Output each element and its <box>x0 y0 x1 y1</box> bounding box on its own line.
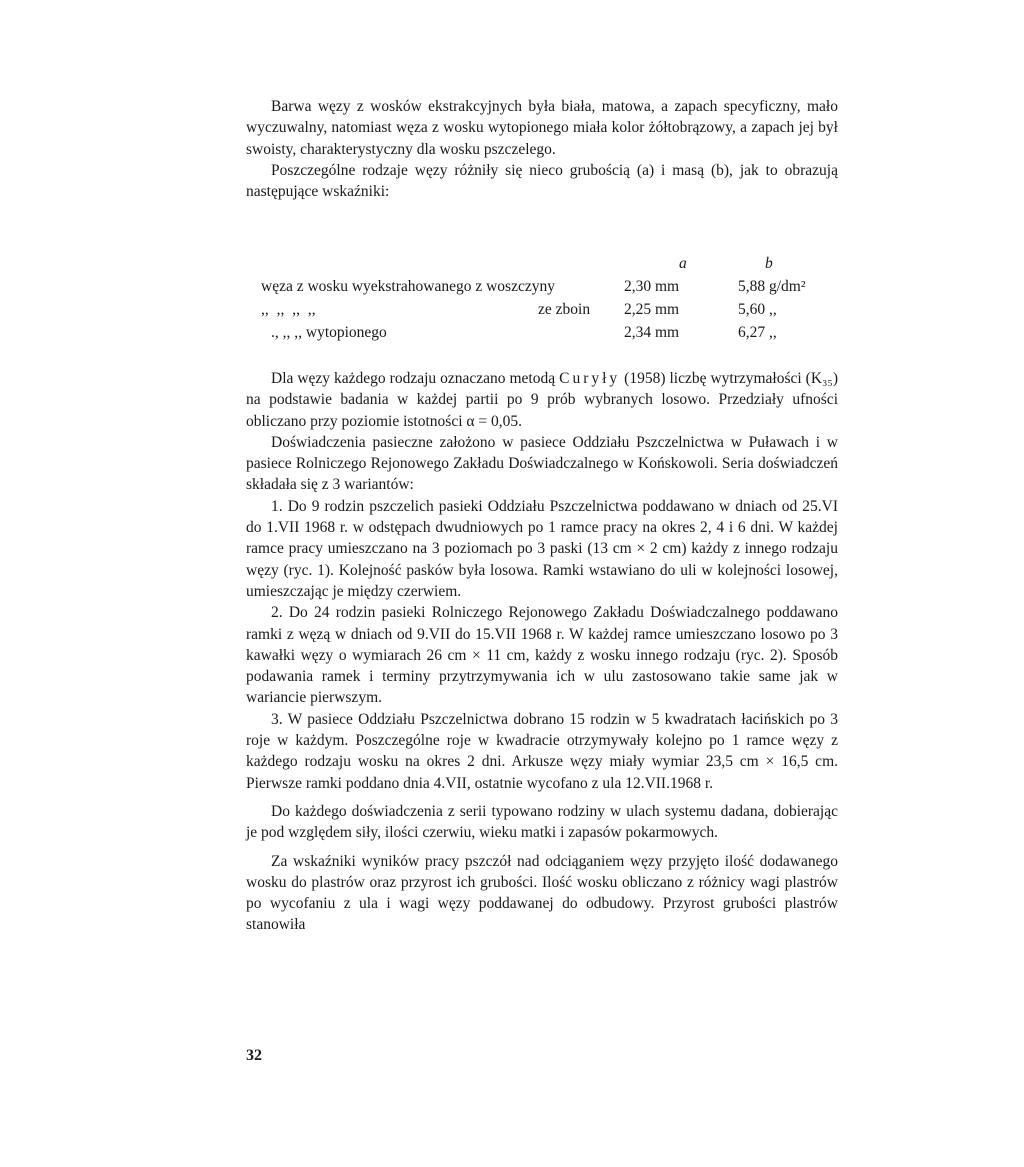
row-value-a: 2,25 mm <box>624 301 680 318</box>
table-row <box>246 276 846 299</box>
intro-block <box>246 96 838 202</box>
paragraph-colonies: Do każdego doświadczenia z serii typowano rodziny w ulach systemu dadana, dobierając je pod względem siły, ilości czerwiu, wieku matki i zapasów pokarmowych. <box>246 802 838 842</box>
paragraph-indicators: Za wskaźniki wyników pracy pszczół nad odciąganiem węzy przyjęto ilość dodawanego wosku do plastrów oraz przyrost ich grubości. Ilość wosku obliczano z różnicy wagi plastrów po wycofaniu z ula i wagi węzy poddawanej do odbudowy. Przyrost grubości plastrów stanowiła <box>246 852 838 934</box>
row-label-extra: ze zboin <box>538 301 591 318</box>
row-value-b: 5,60 ,, <box>738 301 777 318</box>
cited-author: Curyły <box>559 370 621 387</box>
row-value-b: 5,88 g/dm² <box>738 278 806 295</box>
paragraph-color: Barwa węzy z wosków ekstrakcyjnych była biała, matowa, a zapach specyficzny, mało wyczuwalny, natomiast węza z wosku wytopionego miała kolor żółtobrązowy, a zapach jej był swoisty, charakterystyczny dla wosku pszczelego. <box>246 98 838 158</box>
main-text-block <box>246 368 838 936</box>
row-value-a: 2,34 mm <box>624 324 680 341</box>
paragraph-strength <box>246 368 838 432</box>
header-a: a <box>679 255 687 272</box>
row-value-b: 6,27 ,, <box>738 324 777 341</box>
paragraph-variant-1: 1. Do 9 rodzin pszczelich pasieki Oddziału Pszczelnictwa poddawano w dniach od 25.VI do 1.VII 1968 r. w odstępach dwudniowych po 1 ramce pracy na okres 2, 4 i 6 dni. W każdej ramce pracy umieszczano na 3 poziomach po 3 paski (13 cm × 2 cm) każdy z innego rodzaju węzy (ryc. 1). Kolejność pasków była losowa. Ramki wstawiano do uli w kolejności losowej, umieszczając je między czerwiem. <box>246 497 838 600</box>
header-b: b <box>765 255 773 272</box>
table-row <box>246 322 846 345</box>
paragraph-strength-start: Dla węzy każdego rodzaju oznaczano metodą <box>271 370 556 387</box>
paragraph-thickness: Poszczególne rodzaje węzy różniły się nieco grubością (a) i masą (b), jak to obrazują następujące wskaźniki: <box>246 161 838 201</box>
indicator-table <box>246 253 846 345</box>
paragraph-strength-end: (1958) liczbę wytrzymałości (K₃₅) na podstawie badania w każdej partii po 9 prób wybranych losowo. Przedziały ufności obliczano przy poziomie istotności α = 0,05. <box>246 370 838 430</box>
page-number: 32 <box>246 1047 262 1064</box>
paragraph-variant-2: 2. Do 24 rodzin pasieki Rolniczego Rejonowego Zakładu Doświadczalnego poddawano ramki z węzą w dniach od 9.VII do 15.VII 1968 r. W każdej ramce umieszczano losowo po 3 kawałki węzy o wymiarach 26 cm × 11 cm, każdy z wosku innego rodzaju (ryc. 2). Sposób podawania ramek i terminy przytrzymywania ich w ulu zastosowano takie same jak w wariancie pierwszym. <box>246 604 838 707</box>
paragraph-variant-3: 3. W pasiece Oddziału Pszczelnictwa dobrano 15 rodzin w 5 kwadratach łacińskich po 3 roje w każdym. Poszczególne roje w kwadracie otrzymywały kolejno po 1 ramce węzy z każdego rodzaju wosku na okres 2 dni. Arkusze węzy miały wymiar 23,5 cm × 16,5 cm. Pierwsze ramki poddano dnia 4.VII, ostatnie wycofano z ula 12.VII.1968 r. <box>246 710 838 792</box>
row-label: ., ,, ,, wytopionego <box>271 324 387 341</box>
row-label: ,, ,, ,, ,, <box>261 301 316 318</box>
row-label: węza z wosku wyekstrahowanego z woszczyny <box>261 278 555 295</box>
paragraph-experiments: Doświadczenia pasieczne założono w pasiece Oddziału Pszczelnictwa w Puławach i w pasiece Rolniczego Rejonowego Zakładu Doświadczalnego w Końskowoli. Seria doświadczeń składała się z 3 wariantów: <box>246 433 838 494</box>
row-value-a: 2,30 mm <box>624 278 680 295</box>
table-header <box>246 253 846 276</box>
table-row <box>246 299 846 322</box>
